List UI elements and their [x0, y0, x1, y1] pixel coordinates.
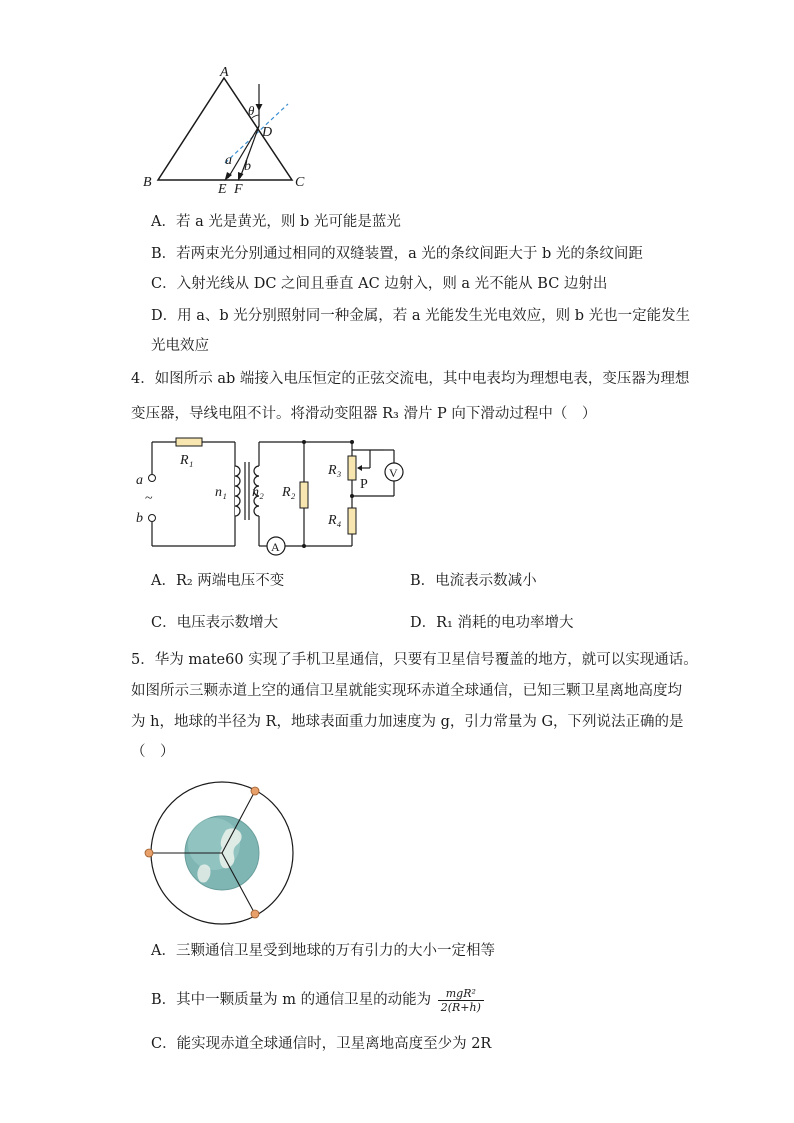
label-n2: n₂ — [252, 485, 264, 500]
q5-option-a: A．三颗通信卫星受到地球的万有引力的大小一定相等 — [151, 943, 495, 959]
primary-coil — [235, 466, 240, 516]
q5-option-c: C．能实现赤道全球通信时，卫星离地高度至少为 2R — [151, 1036, 492, 1052]
terminal-b — [149, 515, 156, 522]
q3-option-d-line1: D．用 a、b 光分别照射同一种金属，若 a 光能发生光电效应，则 b 光也一定能发生 — [151, 308, 691, 324]
label-r2: R₂ — [282, 485, 296, 500]
q5-option-b-text: B．其中一颗质量为 m 的通信卫星的动能为 — [151, 992, 432, 1008]
q4-stem-line2: 变压器，导线电阻不计。将滑动变阻器 R₃ 滑片 P 向下滑动过程中（ ） — [131, 406, 597, 422]
label-tilde: ~ — [145, 491, 153, 506]
junction-dot — [350, 440, 354, 444]
label-r3: R₃ — [328, 463, 342, 478]
q4-option-c: C．电压表示数增大 — [151, 615, 279, 631]
q3-option-c: C．入射光线从 DC 之间且垂直 AC 边射入，则 a 光不能从 BC 边射出 — [151, 276, 608, 292]
q3-option-a: A．若 a 光是黄光，则 b 光可能是蓝光 — [151, 214, 401, 230]
satellite-dot — [145, 849, 153, 857]
satellite-dot — [251, 910, 259, 918]
resistor-r4 — [348, 508, 356, 534]
q5-option-b — [151, 985, 484, 1015]
label-B: B — [143, 175, 152, 190]
label-theta: θ — [248, 103, 255, 118]
junction-dot — [302, 440, 306, 444]
label-a: a — [136, 473, 143, 488]
q5-stem-line3: 为 h，地球的半径为 R，地球表面重力加速度为 g，引力常量为 G，下列说法正确的是 — [131, 714, 684, 730]
label-p: P — [360, 477, 368, 492]
fraction-numerator: mgR² — [438, 987, 484, 1001]
label-F: F — [234, 182, 243, 197]
q5-stem-line4: （ ） — [131, 744, 175, 760]
label-r4: R₄ — [328, 513, 342, 528]
label-E: E — [218, 182, 227, 197]
label-v: V — [389, 466, 398, 480]
label-A: A — [220, 65, 229, 80]
q5-stem-line1: 5．华为 mate60 实现了手机卫星通信，只要有卫星信号覆盖的地方，就可以实现通话。 — [131, 652, 698, 668]
label-a: a — [225, 153, 232, 168]
circuit-figure — [130, 430, 410, 560]
prism-figure — [140, 60, 310, 200]
q5-option-b-fraction — [438, 987, 484, 1014]
junction-dot — [302, 544, 306, 548]
resistor-r1 — [176, 438, 202, 446]
incident-arrow-icon — [256, 104, 263, 111]
q3-option-d-line2: 光电效应 — [151, 338, 209, 354]
q4-option-a: A．R₂ 两端电压不变 — [151, 573, 285, 589]
q4-stem-line1: 4．如图所示 ab 端接入电压恒定的正弦交流电，其中电表均为理想电表，变压器为理想 — [131, 371, 690, 387]
fraction-denominator: 2(R+h) — [440, 1000, 481, 1014]
q3-option-b: B．若两束光分别通过相同的双缝装置，a 光的条纹间距大于 b 光的条纹间距 — [151, 246, 643, 262]
q4-option-d: D．R₁ 消耗的电功率增大 — [410, 615, 574, 631]
satellite-dot — [251, 787, 259, 795]
resistor-r2 — [300, 482, 308, 508]
satellite-figure — [144, 786, 300, 922]
label-C: C — [295, 175, 305, 190]
resistor-r3 — [348, 456, 356, 480]
q4-option-b: B．电流表示数减小 — [410, 573, 537, 589]
label-b: b — [136, 511, 143, 526]
label-ammeter-a: A — [271, 540, 280, 554]
label-D: D — [262, 125, 273, 140]
terminal-a — [149, 475, 156, 482]
label-n1: n₁ — [215, 485, 227, 500]
slider-arrow-icon — [357, 465, 362, 471]
label-r1: R₁ — [180, 453, 194, 468]
label-b: b — [244, 159, 251, 174]
q5-stem-line2: 如图所示三颗赤道上空的通信卫星就能实现环赤道全球通信，已知三颗卫星离地高度均 — [131, 683, 682, 699]
